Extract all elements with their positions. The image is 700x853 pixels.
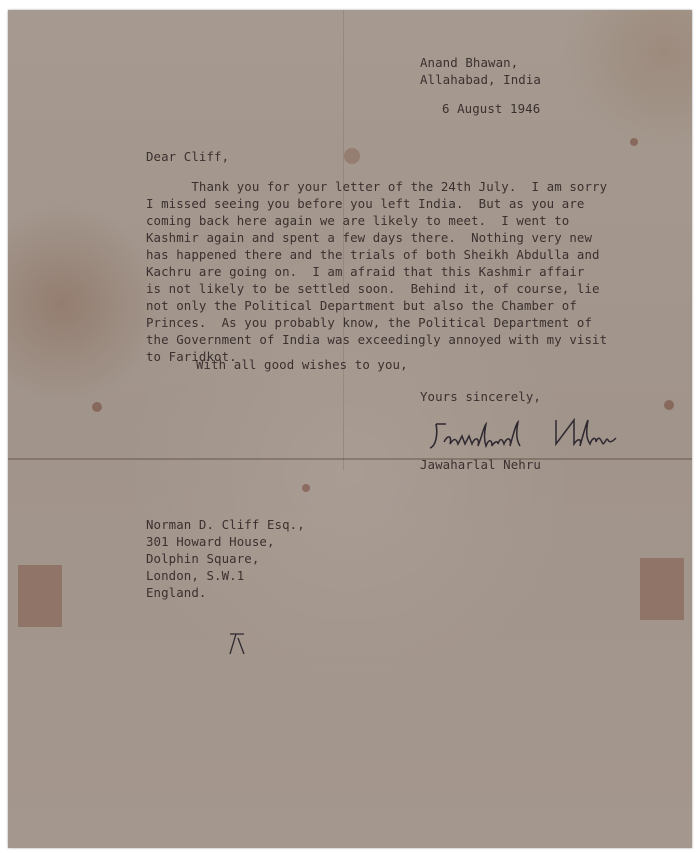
salutation: Dear Cliff, <box>146 149 230 164</box>
tape-mark-right <box>640 558 684 620</box>
good-wishes-line: With all good wishes to you, <box>196 357 408 372</box>
body-line: has happened there and the trials of both Sheikh Abdulla and <box>146 247 600 262</box>
body-line: Princes. As you probably know, the Political Department of <box>146 315 593 330</box>
body-line: the Government of India was exceedingly annoyed with my visit <box>146 332 608 347</box>
body-line: I missed seeing you before you left India. But as you are <box>146 196 585 211</box>
stain <box>344 148 360 164</box>
body-line: coming back here again we are likely to meet. I went to <box>146 213 570 228</box>
body-line: to Faridkot. <box>146 349 237 364</box>
tape-mark-left <box>18 565 62 627</box>
recipient-line: Dolphin Square, <box>146 551 260 566</box>
recipient-line: England. <box>146 585 207 600</box>
body-line: is not likely to be settled soon. Behind it, of course, lie <box>146 281 600 296</box>
sender-address-line2: Allahabad, India <box>420 72 541 87</box>
stain <box>664 400 674 410</box>
typed-signature: Jawaharlal Nehru <box>420 457 541 472</box>
handwritten-signature <box>428 414 638 454</box>
stain <box>630 138 638 146</box>
sender-address-line1: Anand Bhawan, <box>420 55 519 70</box>
body-line: Kachru are going on. I am afraid that this Kashmir affair <box>146 264 585 279</box>
pen-mark <box>226 632 248 656</box>
recipient-line: 301 Howard House, <box>146 534 275 549</box>
body-line: Thank you for your letter of the 24th July. I am sorry <box>146 179 608 194</box>
body-line: Kashmir again and spent a few days there. Nothing very new <box>146 230 593 245</box>
recipient-line: London, S.W.1 <box>146 568 245 583</box>
body-line: not only the Political Department but also the Chamber of <box>146 298 577 313</box>
letter-date: 6 August 1946 <box>442 101 541 116</box>
stain <box>92 402 102 412</box>
fold-line-horizontal <box>8 458 692 460</box>
recipient-name: Norman D. Cliff Esq., <box>146 517 305 532</box>
stain <box>302 484 310 492</box>
closing: Yours sincerely, <box>420 389 541 404</box>
